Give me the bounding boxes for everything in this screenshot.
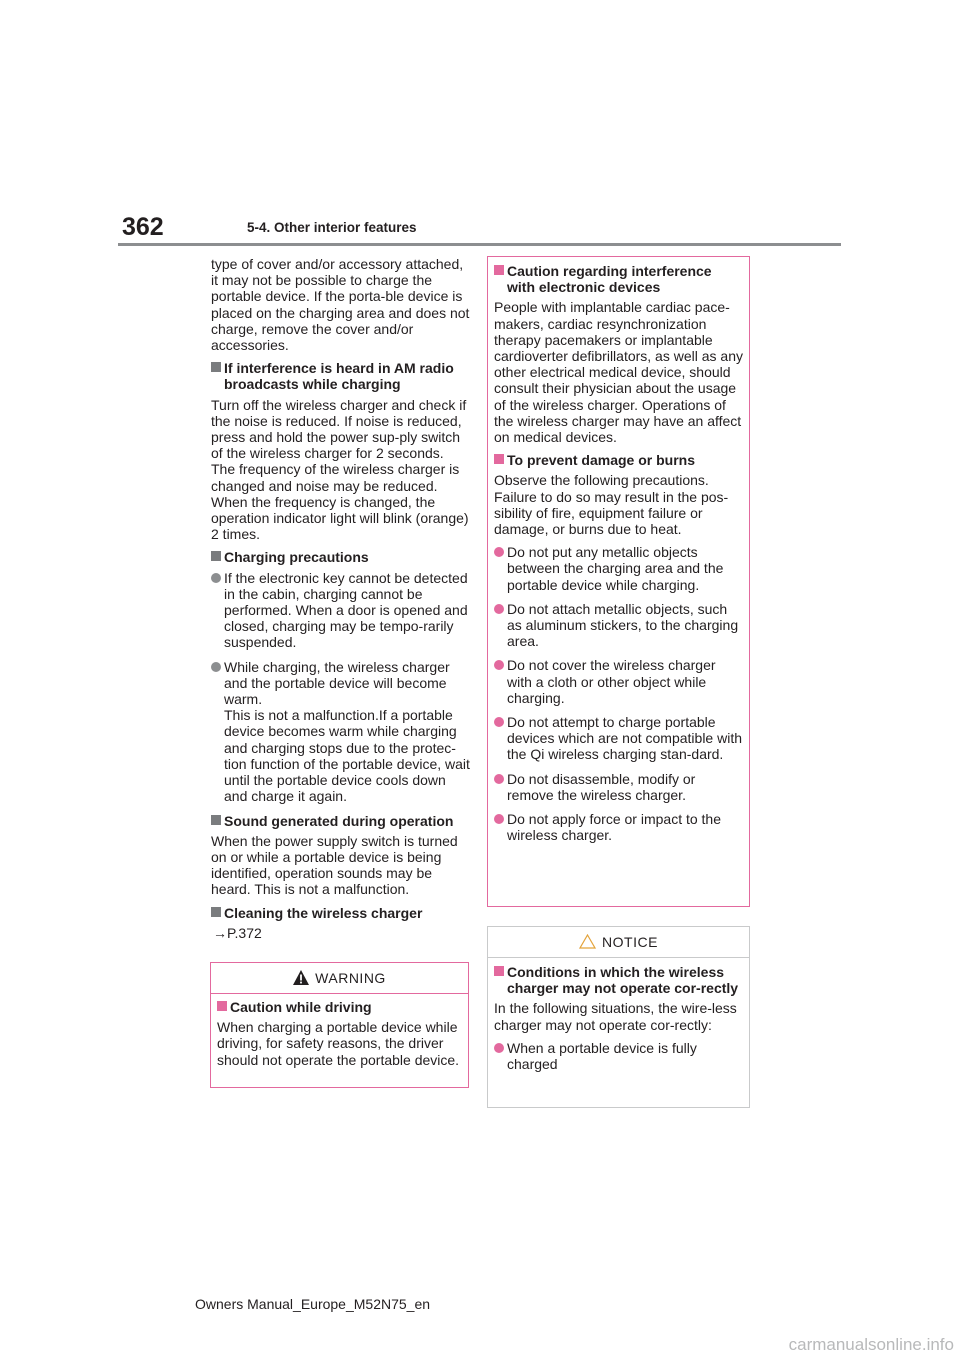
notice-heading-text: Conditions in which the wireless charger may not operate cor-rectly xyxy=(507,964,739,997)
caution-bullet xyxy=(494,771,743,803)
notice-body-text: In the following situations, the wire-less charger may not operate cor-rectly: xyxy=(494,1000,737,1033)
cleaning-heading-text: Cleaning the wireless charger xyxy=(224,904,423,921)
interference-body: People with implantable cardiac pace-makers, cardiac resynchronization therapy pacemakers or implantable cardioverter defibrillators, as well as any other electrical medical device, should consult their physician about the usage of the wireless charger. Operations of the wireless charger may have an affect on medical devices. xyxy=(494,299,743,446)
caution-bullet xyxy=(494,601,743,650)
circle-bullet-icon xyxy=(494,717,504,727)
square-bullet-icon xyxy=(494,454,504,464)
square-bullet-icon xyxy=(211,815,221,825)
caution-bullet-text: Do not apply force or impact to the wireless charger. xyxy=(507,811,721,844)
caution-bullet xyxy=(494,811,743,843)
circle-bullet-icon xyxy=(494,547,504,557)
circle-bullet-icon xyxy=(494,774,504,784)
square-bullet-icon xyxy=(211,551,221,561)
warning-box-body xyxy=(211,994,468,1068)
damage-burns-heading-text: To prevent damage or burns xyxy=(507,452,695,469)
charging-precautions-heading-text: Charging precautions xyxy=(224,549,369,566)
caution-bullet-text: Do not put any metallic objects between the charging area and the portable device while charging. xyxy=(507,544,724,593)
notice-heading xyxy=(494,964,743,996)
caution-box-body xyxy=(488,257,749,844)
damage-burns-body: Observe the following precautions. Failure to do so may result in the pos-sibility of fire, equipment failure or damage, or burns due to heat. xyxy=(494,472,729,538)
square-bullet-icon xyxy=(217,1001,227,1011)
page-number: 362 xyxy=(122,213,164,241)
caution-box xyxy=(487,256,750,907)
warning-box-title-text: WARNING xyxy=(315,970,386,986)
circle-bullet-icon xyxy=(494,604,504,614)
sound-heading xyxy=(211,813,471,829)
sound-heading-text: Sound generated during operation xyxy=(224,812,454,829)
caution-bullet xyxy=(494,657,743,706)
am-interference-heading-text: If interference is heard in AM radio broadcasts while charging xyxy=(224,360,454,393)
watermark: carmanualsonline.info xyxy=(788,1335,954,1354)
charging-bullet-warm xyxy=(211,659,471,805)
am-interference-heading xyxy=(211,360,471,392)
caution-driving-heading xyxy=(217,999,462,1015)
caution-bullet-text: Do not cover the wireless charger with a cloth or other object while charging. xyxy=(507,657,716,706)
charging-bullet-warm-text-a: While charging, the wireless charger and the portable device will become warm. xyxy=(224,658,450,708)
cleaning-heading xyxy=(211,905,471,921)
warning-triangle-icon xyxy=(293,970,309,985)
section-title: 5-4. Other interior features xyxy=(247,220,417,235)
notice-box-title-text: NOTICE xyxy=(602,934,658,950)
circle-bullet-icon xyxy=(211,662,221,672)
notice-bullet xyxy=(494,1040,743,1072)
charging-bullet-key xyxy=(211,570,471,651)
notice-box xyxy=(487,926,750,1108)
header-rule xyxy=(118,243,841,246)
circle-bullet-icon xyxy=(211,573,221,583)
square-bullet-icon xyxy=(494,265,504,275)
am-interference-body: Turn off the wireless charger and check if the noise is reduced. If noise is reduced, press and hold the power sup-ply switch of the wireless charger for 2 seconds. The frequency of the wireless charger is changed and noise may be reduced. When the frequency is changed, the operation indicator light will blink (orange) 2 times. xyxy=(211,396,469,543)
sound-body: When the power supply switch is turned on or while a portable device is being identified, operation sounds may be heard. This is not a malfunction. xyxy=(211,832,458,898)
notice-bullet-text: When a portable device is fully charged xyxy=(507,1039,697,1073)
circle-bullet-icon xyxy=(494,660,504,670)
caution-bullet xyxy=(494,714,743,763)
charging-bullet-key-text: If the electronic key cannot be detected in the cabin, charging cannot be performed. When a door is opened and closed, charging may be tempo-rarily suspended. xyxy=(224,569,468,651)
warning-box xyxy=(210,962,469,1088)
caution-bullet-text: Do not attach metallic objects, such as aluminum stickers, to the charging area. xyxy=(507,600,739,650)
caution-driving-body: When charging a portable device while driving, for safety reasons, the driver should not operate the portable device. xyxy=(217,1019,460,1068)
charging-bullet-warm-text-b: This is not a malfunction.If a portable device becomes warm while charging and charging stops due to the protec-tion function of the portable device, wait until the portable device cools down and charge it again. xyxy=(224,707,470,805)
notice-box-body xyxy=(488,958,749,1072)
caution-bullet-text: Do not disassemble, modify or remove the wireless charger. xyxy=(507,770,696,803)
circle-bullet-icon xyxy=(494,814,504,824)
warning-box-title xyxy=(211,963,468,994)
caution-driving-heading-text: Caution while driving xyxy=(230,999,372,1015)
footer-text: Owners Manual_Europe_M52N75_en xyxy=(195,1296,431,1312)
notice-triangle-icon xyxy=(579,934,596,949)
caution-bullet xyxy=(494,544,743,593)
caution-bullet-text: Do not attempt to charge portable devices which are not compatible with the Qi wireless charging stan-dard. xyxy=(507,714,743,763)
square-bullet-icon xyxy=(211,907,221,917)
interference-heading xyxy=(494,263,743,295)
notice-box-title xyxy=(488,927,749,958)
interference-heading-text: Caution regarding interference with electronic devices xyxy=(507,263,712,296)
circle-bullet-icon xyxy=(494,1043,504,1053)
cleaning-page-reference[interactable]: →P.372 xyxy=(213,924,262,941)
square-bullet-icon xyxy=(494,966,504,976)
square-bullet-icon xyxy=(211,362,221,372)
intro-paragraph: type of cover and/or accessory attached, it may not be possible to charge the portable device. If the porta-ble device is placed on the charging area and does not charge, remove the cover and/or accessories. xyxy=(211,256,470,354)
damage-burns-heading xyxy=(494,452,743,468)
charging-precautions-heading xyxy=(211,549,471,565)
left-column xyxy=(211,256,471,948)
